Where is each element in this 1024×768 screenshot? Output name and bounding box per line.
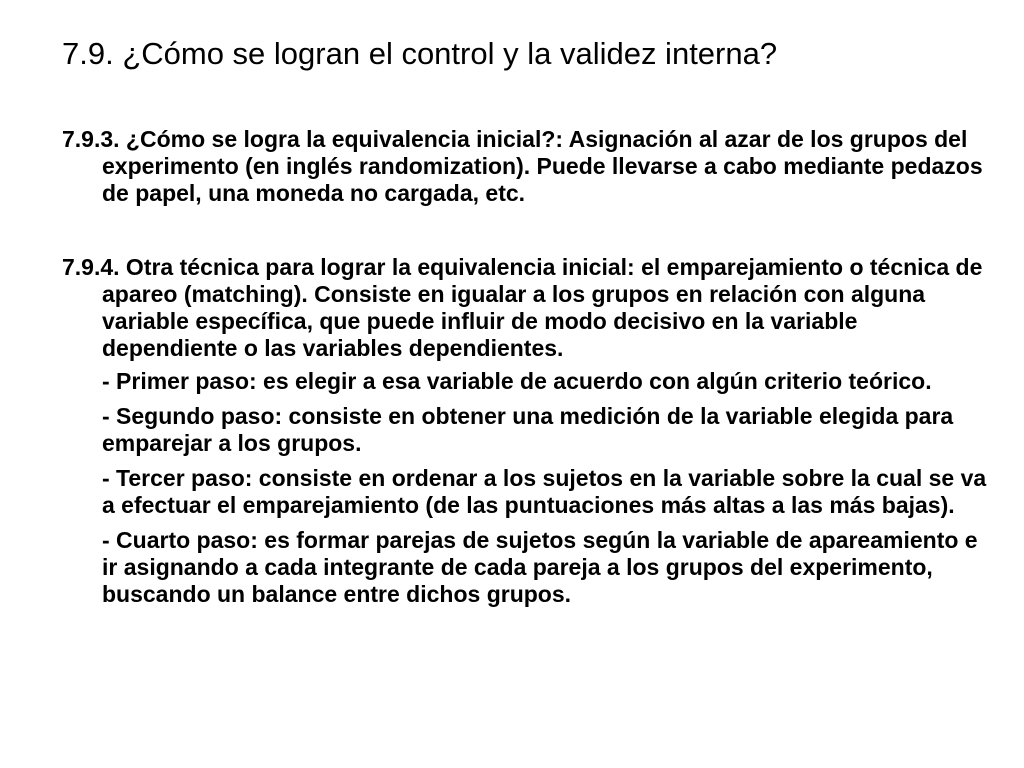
slide-title: 7.9. ¿Cómo se logran el control y la validez interna?	[62, 36, 778, 71]
slide-body	[62, 126, 992, 608]
step-fourth: - Cuarto paso: es formar parejas de sujetos según la variable de apareamiento e ir asignando a cada integrante de cada pareja a los grupos del experimento, buscando un balance entre dichos grupos.	[102, 527, 978, 607]
section-7-9-3-paragraph: 7.9.3. ¿Cómo se logra la equivalencia inicial?: Asignación al azar de los grupos del experimento (en inglés randomization). Puede llevarse a cabo mediante pedazos de papel, una moneda no cargada, etc.	[62, 126, 983, 206]
section-7-9-4-paragraph: 7.9.4. Otra técnica para lograr la equivalencia inicial: el emparejamiento o técnica de apareo (matching). Consiste en igualar a los grupos en relación con alguna variable específica, que puede influir de modo decisivo en la variable dependiente o las variables dependientes.	[62, 254, 983, 361]
step-second: - Segundo paso: consiste en obtener una medición de la variable elegida para emparejar a los grupos.	[102, 403, 954, 456]
step-third: - Tercer paso: consiste en ordenar a los sujetos en la variable sobre la cual se va a efectuar el emparejamiento (de las puntuaciones más altas a las más bajas).	[102, 465, 987, 518]
step-first: - Primer paso: es elegir a esa variable de acuerdo con algún criterio teórico.	[102, 368, 932, 394]
